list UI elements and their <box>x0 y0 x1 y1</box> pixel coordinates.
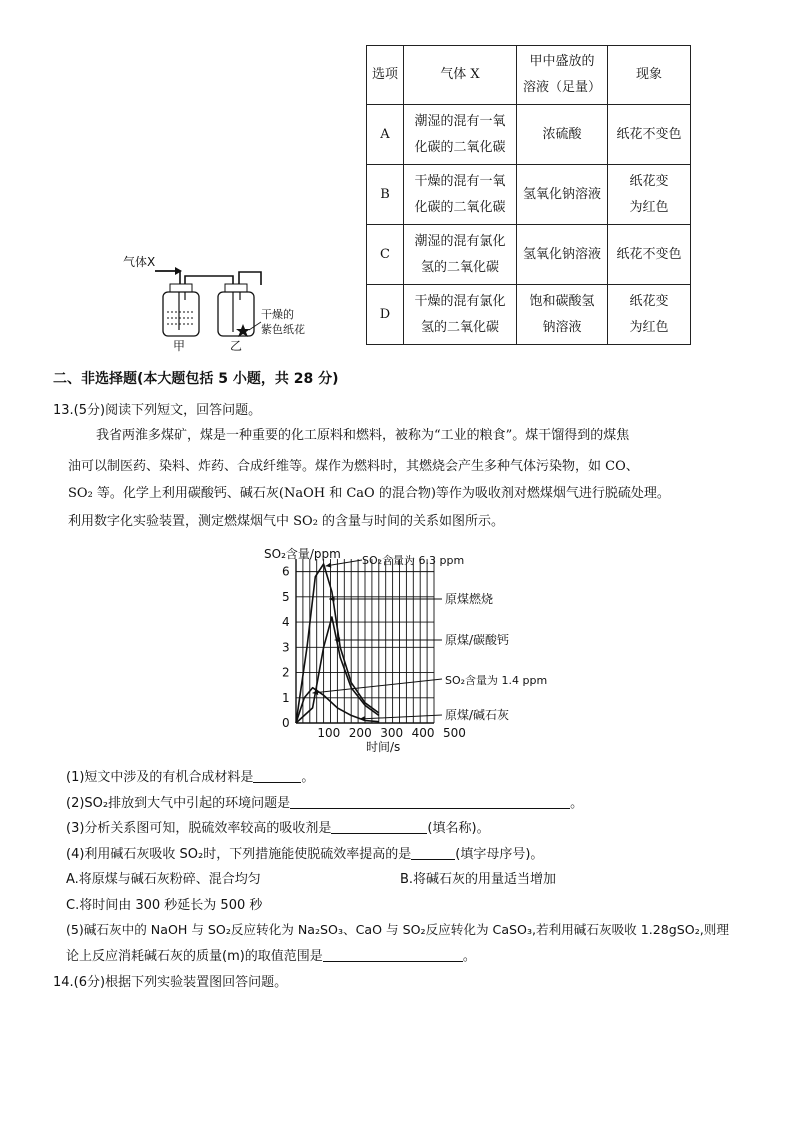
q14-header: 14.(6分)根据下列实验装置图回答问题。 <box>53 975 288 990</box>
q13-para-line3: SO₂ 等。化学上利用碳酸钙、碱石灰(NaOH 和 CaO 的混合物)等作为吸收剂对燃煤烟气进行脱硫处理。 <box>68 486 670 501</box>
bottle-jia-label: 甲 <box>173 339 186 353</box>
x-tick-label: 200 <box>348 726 372 740</box>
header-gas: 气体 X <box>404 46 517 105</box>
gas-line: 干燥的混有一氧 <box>414 173 506 189</box>
table-row <box>367 105 691 165</box>
y-tick-label: 5 <box>282 589 290 604</box>
cell-solution: 浓硫酸 <box>517 105 608 165</box>
result-line: 纸花变 <box>629 173 669 189</box>
cell-option: C <box>367 225 404 285</box>
sub1-text: (1)短文中涉及的有机合成材料是 <box>66 770 254 785</box>
table-row <box>367 285 691 345</box>
chart-grid <box>296 559 434 723</box>
sub1-end: 。 <box>301 770 315 785</box>
legend-raw-coal: 原煤燃烧 <box>445 592 494 606</box>
sub2-end: 。 <box>570 796 584 811</box>
solution-line: 钠溶液 <box>542 319 582 335</box>
gas-line: 潮湿的混有一氧 <box>414 113 506 129</box>
y-tick-label: 1 <box>282 690 290 705</box>
sub2-text: (2)SO₂排放到大气中引起的环境问题是 <box>66 796 291 811</box>
table-row <box>367 165 691 225</box>
sub3-text: (3)分析关系图可知，脱硫效率较高的吸收剂是 <box>66 821 332 836</box>
header-solution-line2: 溶液（足量） <box>522 80 601 95</box>
gas-line: 化碳的二氧化碳 <box>414 199 506 215</box>
sub4-answer-blank[interactable] <box>411 845 455 860</box>
legend-coal-sodalime: 原煤/碱石灰 <box>445 708 510 722</box>
q13-sub5-line2 <box>66 945 476 964</box>
gas-line: 化碳的二氧化碳 <box>414 139 506 155</box>
sub5-end: 。 <box>462 949 476 964</box>
gas-line: 氢的二氧化碳 <box>420 259 499 275</box>
x-tick-label: 300 <box>380 726 404 740</box>
dry-label-1: 干燥的 <box>261 308 294 321</box>
cell-result <box>608 165 691 225</box>
y-tick-label: 3 <box>282 640 290 655</box>
sub3-answer-blank[interactable] <box>331 819 427 834</box>
chart-ylabel: SO₂含量/ppm <box>264 547 341 561</box>
q13-header: 13.(5分)阅读下列短文，回答问题。 <box>53 403 262 418</box>
q13-sub3 <box>66 817 490 836</box>
legend-coal-caco3: 原煤/碳酸钙 <box>445 633 510 647</box>
option-a: A.将原煤与碱石灰粉碎、混合均匀 <box>66 872 261 887</box>
apparatus-diagram <box>115 250 330 355</box>
y-tick-label: 6 <box>282 564 290 579</box>
sub5-answer-blank[interactable] <box>323 947 463 962</box>
q13-para-line1: 我省两淮多煤矿，煤是一种重要的化工原料和燃料，被称为“工业的粮食”。煤干馏得到的煤焦 <box>96 428 630 443</box>
pointer-high-peak-head <box>326 563 332 568</box>
cell-gas <box>404 225 517 285</box>
header-solution-line1: 甲中盛放的 <box>529 54 595 69</box>
sub1-answer-blank[interactable] <box>253 768 301 783</box>
y-tick-label: 0 <box>282 716 290 730</box>
pointer-coal-sodalime-head <box>359 716 365 721</box>
solution-line: 饱和碳酸氢 <box>529 293 595 309</box>
q13-para-line2: 油可以制医药、染料、炸药、合成纤维等。煤作为燃料时，其燃烧会产生多种气体污染物，如 CO、 <box>68 459 639 474</box>
x-tick-label: 400 <box>411 726 435 740</box>
table-header-row <box>367 46 691 105</box>
gas-x-label: 气体X <box>123 255 156 269</box>
dry-label-2: 紫色纸花 <box>261 323 305 336</box>
annotation-peak: SO₂含量为 6.3 ppm <box>362 554 465 567</box>
gas-line: 潮湿的混有氯化 <box>414 233 506 249</box>
cell-solution <box>517 285 608 345</box>
header-solution <box>517 46 608 105</box>
cell-gas <box>404 285 517 345</box>
cell-result <box>608 285 691 345</box>
cell-option: B <box>367 165 404 225</box>
sub2-answer-blank[interactable] <box>290 794 570 809</box>
cell-solution: 氢氧化钠溶液 <box>517 165 608 225</box>
q13-sub2 <box>66 792 583 811</box>
x-tick-label: 100 <box>317 726 341 740</box>
sub4-text: (4)利用碱石灰吸收 SO₂时，下列措施能使脱硫效率提高的是 <box>66 847 412 862</box>
cell-gas <box>404 105 517 165</box>
pointer-low-peak <box>313 679 442 693</box>
section-title: 二、非选择题(本大题包括 5 小题，共 28 分) <box>53 371 339 387</box>
q13-sub1 <box>66 766 314 785</box>
sub5-text: 论上反应消耗碱石灰的质量(m)的取值范围是 <box>66 949 323 964</box>
gas-line: 干燥的混有氯化 <box>414 293 506 309</box>
bottle-yi-label: 乙 <box>230 339 243 353</box>
cell-solution: 氢氧化钠溶液 <box>517 225 608 285</box>
option-b: B.将碱石灰的用量适当增加 <box>400 872 557 887</box>
y-tick-label: 4 <box>282 615 290 630</box>
options-table <box>366 45 691 345</box>
cell-result: 纸花不变色 <box>608 105 691 165</box>
result-line: 为红色 <box>629 199 669 215</box>
option-c: C.将时间由 300 秒延长为 500 秒 <box>66 898 263 913</box>
y-tick-label: 2 <box>282 665 290 680</box>
q13-sub5-line1: (5)碱石灰中的 NaOH 与 SO₂反应转化为 Na₂SO₃、CaO 与 SO₂反应转化为 CaSO₃,若利用碱石灰吸收 1.28gSO₂,则理 <box>66 922 729 937</box>
result-line: 为红色 <box>629 319 669 335</box>
cell-option: D <box>367 285 404 345</box>
cell-option: A <box>367 105 404 165</box>
header-phenomenon: 现象 <box>608 46 691 105</box>
annotation-low: SO₂含量为 1.4 ppm <box>445 674 548 687</box>
gas-line: 氢的二氧化碳 <box>420 319 499 335</box>
sub3-end: (填名称)。 <box>427 821 490 836</box>
q13-sub4 <box>66 843 543 862</box>
so2-chart <box>258 543 558 758</box>
header-option: 选项 <box>367 46 404 105</box>
x-tick-label: 500 <box>443 726 466 740</box>
q13-para-line4: 利用数字化实验装置，测定燃煤烟气中 SO₂ 的含量与时间的关系如图所示。 <box>68 514 505 529</box>
result-line: 纸花变 <box>629 293 669 309</box>
table-row <box>367 225 691 285</box>
cell-gas <box>404 165 517 225</box>
cell-result: 纸花不变色 <box>608 225 691 285</box>
chart-xlabel: 时间/s <box>366 740 401 754</box>
sub4-end: (填字母序号)。 <box>455 847 544 862</box>
